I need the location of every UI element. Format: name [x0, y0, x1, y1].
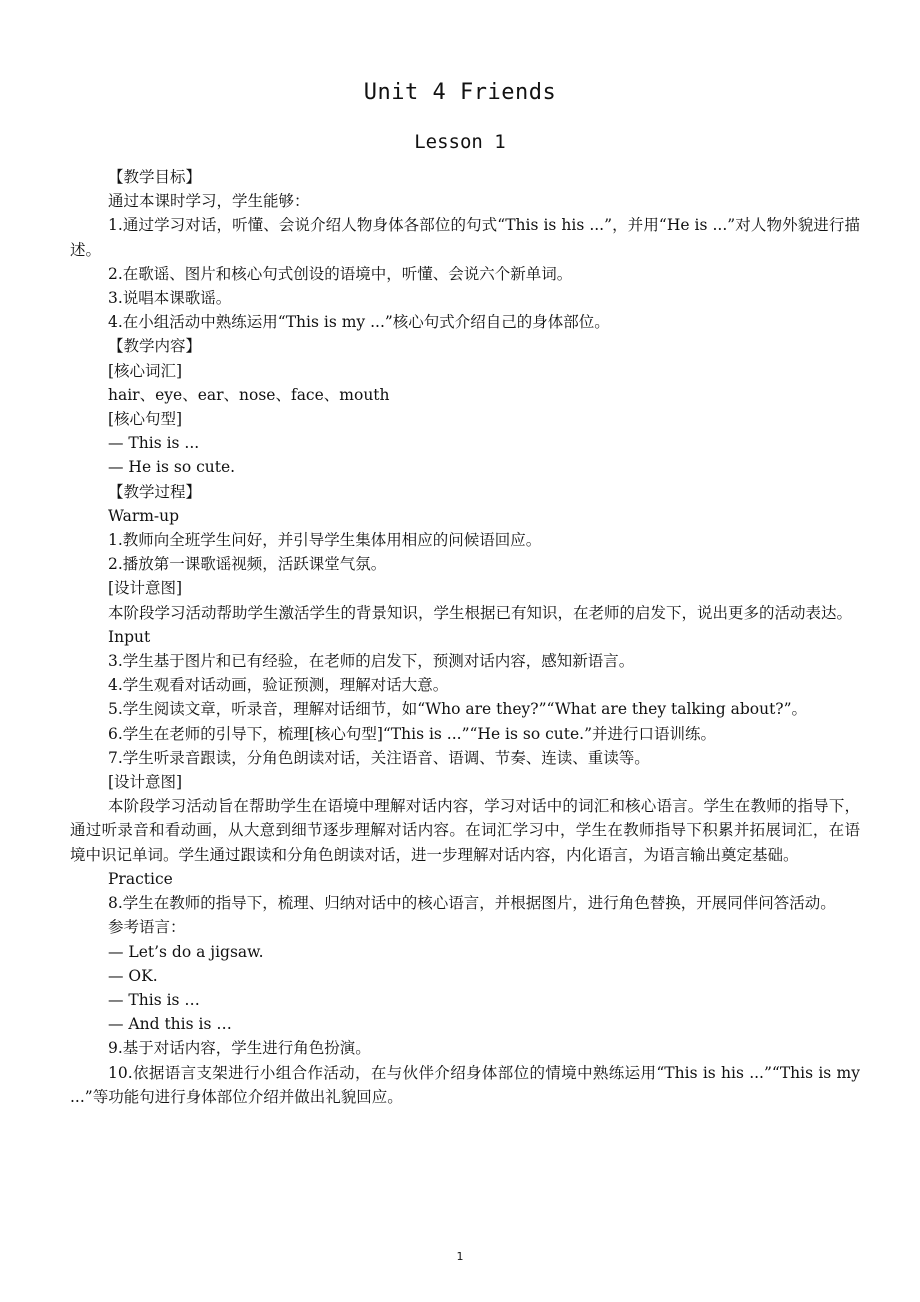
subheading: [核心句型] — [108, 410, 183, 429]
heading-content: 【教学内容】 — [108, 337, 202, 356]
paragraph: 2.在歌谣、图片和核心句式创设的语境中，听懂、会说六个新单词。 — [108, 264, 573, 283]
sentence-pattern: — He is so cute. — [108, 458, 236, 477]
document-subtitle: Lesson 1 — [414, 131, 506, 153]
document-body — [70, 165, 860, 1109]
sentence-pattern: — This is ... — [108, 434, 200, 453]
paragraph: 本阶段学习活动旨在帮助学生在语境中理解对话内容，学习对话中的词汇和核心语言。学生在教师的指导下，通过听录音和看动画，从大意到细节逐步理解对话内容。在词汇学习中，学生在教师指导下积累并拓展词汇，在语境中识记单词。学生通过跟读和分角色朗读对话，进一步理解对话内容，内化语言，为语言输出奠定基础。 — [70, 797, 860, 864]
paragraph: 10.依据语言支架进行小组合作活动，在与伙伴介绍身体部位的情境中熟练运用“This is his ...”“This is my ...”等功能句进行身体部位介绍并做出礼貌回应。 — [70, 1063, 860, 1106]
paragraph: 3.学生基于图片和已有经验，在老师的启发下，预测对话内容，感知新语言。 — [108, 652, 635, 671]
paragraph: 1.通过学习对话，听懂、会说介绍人物身体各部位的句式“This is his ...”，并用“He is ...”对人物外貌进行描述。 — [70, 216, 860, 259]
paragraph: 参考语言： — [108, 918, 186, 937]
paragraph: 8.学生在教师的指导下，梳理、归纳对话中的核心语言，并根据图片，进行角色替换，开展同伴问答活动。 — [108, 894, 836, 913]
paragraph: 通过本课时学习，学生能够： — [108, 192, 310, 211]
heading-objectives: 【教学目标】 — [108, 168, 202, 186]
vocabulary-list: hair、eye、ear、nose、face、mouth — [108, 385, 390, 404]
paragraph: 7.学生听录音跟读，分角色朗读对话，关注语音、语调、节奏、连读、重读等。 — [108, 748, 650, 767]
dialogue-line: — And this is … — [108, 1015, 232, 1034]
page-number: 1 — [456, 1250, 464, 1263]
document-title: Unit 4 Friends — [363, 80, 557, 105]
stage-label: Warm-up — [108, 506, 180, 525]
paragraph: 5.学生阅读文章，听录音，理解对话细节，如“Who are they?”“What are they talking about?”。 — [108, 700, 808, 719]
subheading: [设计意图] — [108, 773, 183, 792]
paragraph: 2.播放第一课歌谣视频，活跃课堂气氛。 — [108, 555, 387, 574]
paragraph: 4.学生观看对话动画，验证预测，理解对话大意。 — [108, 676, 449, 695]
paragraph: 9.基于对话内容，学生进行角色扮演。 — [108, 1039, 371, 1058]
paragraph: 1.教师向全班学生问好，并引导学生集体用相应的问候语回应。 — [108, 531, 542, 550]
subheading: [核心词汇] — [108, 361, 183, 380]
stage-label: Input — [108, 627, 151, 646]
heading-process: 【教学过程】 — [108, 482, 202, 501]
dialogue-line: — OK. — [108, 966, 158, 985]
paragraph: 6.学生在老师的引导下，梳理[核心句型]“This is ...”“He is so cute.”并进行口语训练。 — [108, 724, 717, 743]
subheading: [设计意图] — [108, 579, 183, 598]
paragraph: 本阶段学习活动帮助学生激活学生的背景知识，学生根据已有知识，在老师的启发下，说出更多的活动表达。 — [108, 603, 853, 622]
dialogue-line: — This is … — [108, 990, 200, 1009]
paragraph: 4.在小组活动中熟练运用“This is my ...”核心句式介绍自己的身体部位。 — [108, 313, 610, 332]
stage-label: Practice — [108, 869, 173, 888]
dialogue-line: — Let’s do a jigsaw. — [108, 942, 264, 961]
paragraph: 3.说唱本课歌谣。 — [108, 289, 232, 308]
